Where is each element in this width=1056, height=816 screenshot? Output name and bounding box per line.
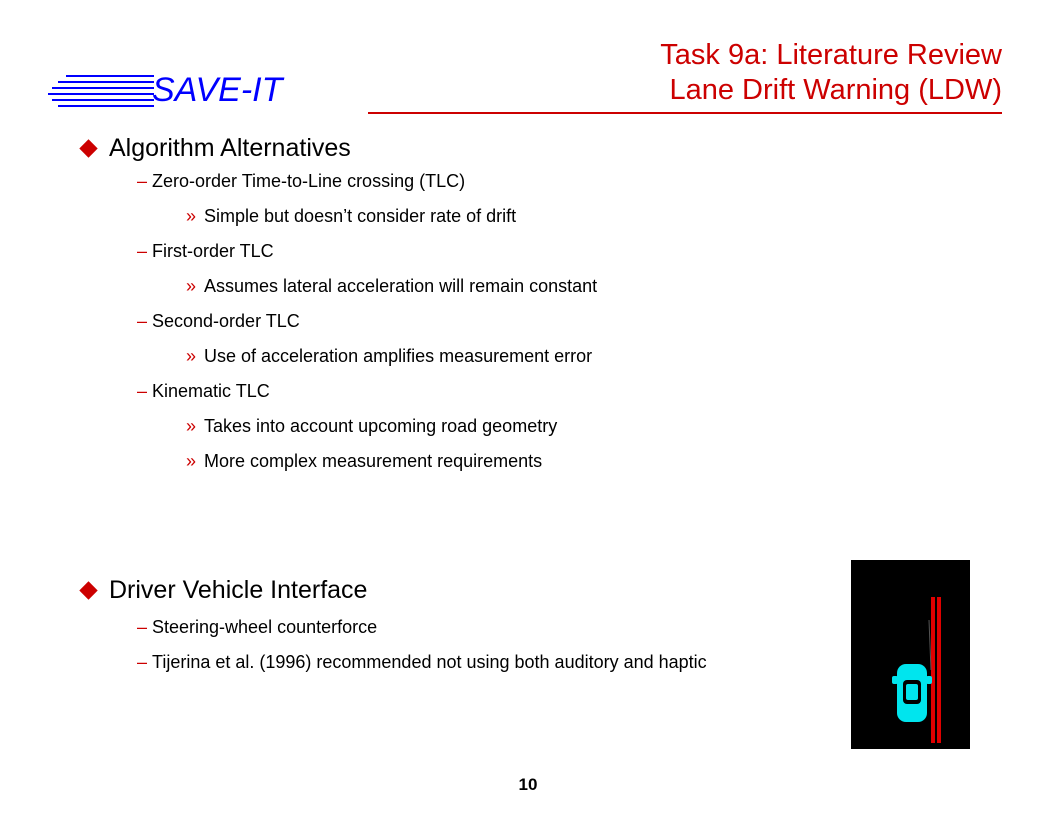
chevron-marker: » (186, 206, 197, 226)
chevron-marker: » (186, 451, 197, 471)
slide-title (660, 38, 1002, 108)
section-heading-row (78, 572, 802, 608)
lane-drift-illustration (851, 560, 970, 749)
car-drifting-icon (851, 560, 970, 749)
item-text: Second-order TLC (152, 311, 300, 331)
speed-lines-icon (48, 73, 154, 107)
item-text: First-order TLC (152, 241, 274, 261)
list-item (78, 415, 597, 450)
list-item (78, 170, 597, 205)
item-text: Tijerina et al. (1996) recommended not using both auditory and haptic (152, 652, 707, 672)
list-item (78, 240, 597, 275)
section-driver-vehicle-interface (78, 572, 802, 686)
logo-text: SAVE-IT (152, 71, 283, 109)
section-heading: Driver Vehicle Interface (109, 575, 368, 604)
diamond-bullet-icon (79, 581, 97, 599)
title-line-1: Task 9a: Literature Review (660, 39, 1002, 71)
item-text: Steering-wheel counterforce (152, 617, 378, 637)
dash-marker: – (137, 652, 148, 672)
dash-marker: – (137, 171, 148, 191)
title-underline (368, 112, 1002, 114)
list-item (78, 651, 802, 673)
item-text: Zero-order Time-to-Line crossing (TLC) (152, 171, 466, 191)
dash-marker: – (137, 617, 148, 637)
dash-marker: – (137, 241, 148, 261)
list-item (78, 345, 597, 380)
section-algorithm-alternatives (78, 130, 597, 485)
dash-marker: – (137, 381, 148, 401)
section-heading-row (78, 130, 597, 166)
list-item (78, 275, 597, 310)
item-text: Kinematic TLC (152, 381, 270, 401)
item-text: Takes into account upcoming road geometry (204, 416, 558, 436)
item-text: Use of acceleration amplifies measurement error (204, 346, 593, 366)
chevron-marker: » (186, 346, 197, 366)
item-text: More complex measurement requirements (204, 451, 543, 471)
title-line-2: Lane Drift Warning (LDW) (669, 74, 1002, 106)
chevron-marker: » (186, 416, 197, 436)
list-item (78, 380, 597, 415)
list-item (78, 205, 597, 240)
list-item (78, 450, 597, 485)
item-text: Simple but doesn’t consider rate of drift (204, 206, 517, 226)
list-item (78, 310, 597, 345)
chevron-marker: » (186, 276, 197, 296)
section-heading: Algorithm Alternatives (109, 133, 351, 162)
save-it-logo (48, 70, 308, 110)
item-text: Assumes lateral acceleration will remain constant (204, 276, 598, 296)
diamond-bullet-icon (79, 139, 97, 157)
list-item (78, 616, 802, 638)
dash-marker: – (137, 311, 148, 331)
page-number: 10 (518, 775, 538, 794)
